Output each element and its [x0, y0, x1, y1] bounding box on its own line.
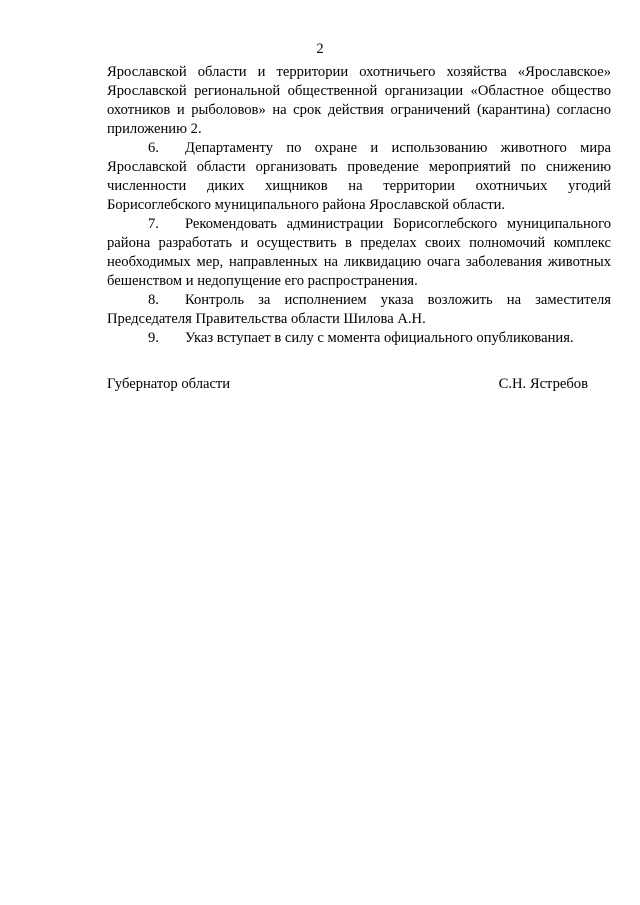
item-number: 6. [148, 140, 159, 156]
item-text: Департаменту по охране и использованию животного мира Ярославской области организовать проведение мероприятий по снижению численности диких хищников на территории охотничьих угодий Борисоглебского муниципального района Ярославской области. [107, 140, 611, 213]
item-text: Указ вступает в силу с момента официального опубликования. [185, 330, 574, 346]
item-number: 7. [148, 216, 159, 232]
item-number: 8. [148, 292, 159, 308]
item-text: Рекомендовать администрации Борисоглебского муниципального района разработать и осуществить в пределах своих полномочий комплекс необходимых мер, направленных на ликвидацию очага заболевания животных бешенством и недопущение его распространения. [107, 216, 611, 289]
signatory-position: Губернатор области [107, 376, 231, 392]
decree-item-9 [107, 329, 611, 348]
signature-block [107, 375, 588, 394]
decree-body [107, 63, 611, 348]
continuation-paragraph: Ярославской области и территории охотничьего хозяйства «Ярославское» Ярославской региональной общественной организации «Областное общество охотников и рыболовов» на срок действия ограничений (карантина) согласно приложению 2. [107, 64, 611, 137]
decree-item-7 [107, 215, 611, 291]
page-number: 2 [316, 41, 324, 57]
signatory-name: С.Н. Ястребов [498, 376, 588, 392]
decree-item-8 [107, 291, 611, 329]
item-text: Контроль за исполнением указа возложить на заместителя Председателя Правительства области Шилова А.Н. [107, 292, 611, 327]
decree-item-6 [107, 139, 611, 215]
item-number: 9. [148, 330, 159, 346]
